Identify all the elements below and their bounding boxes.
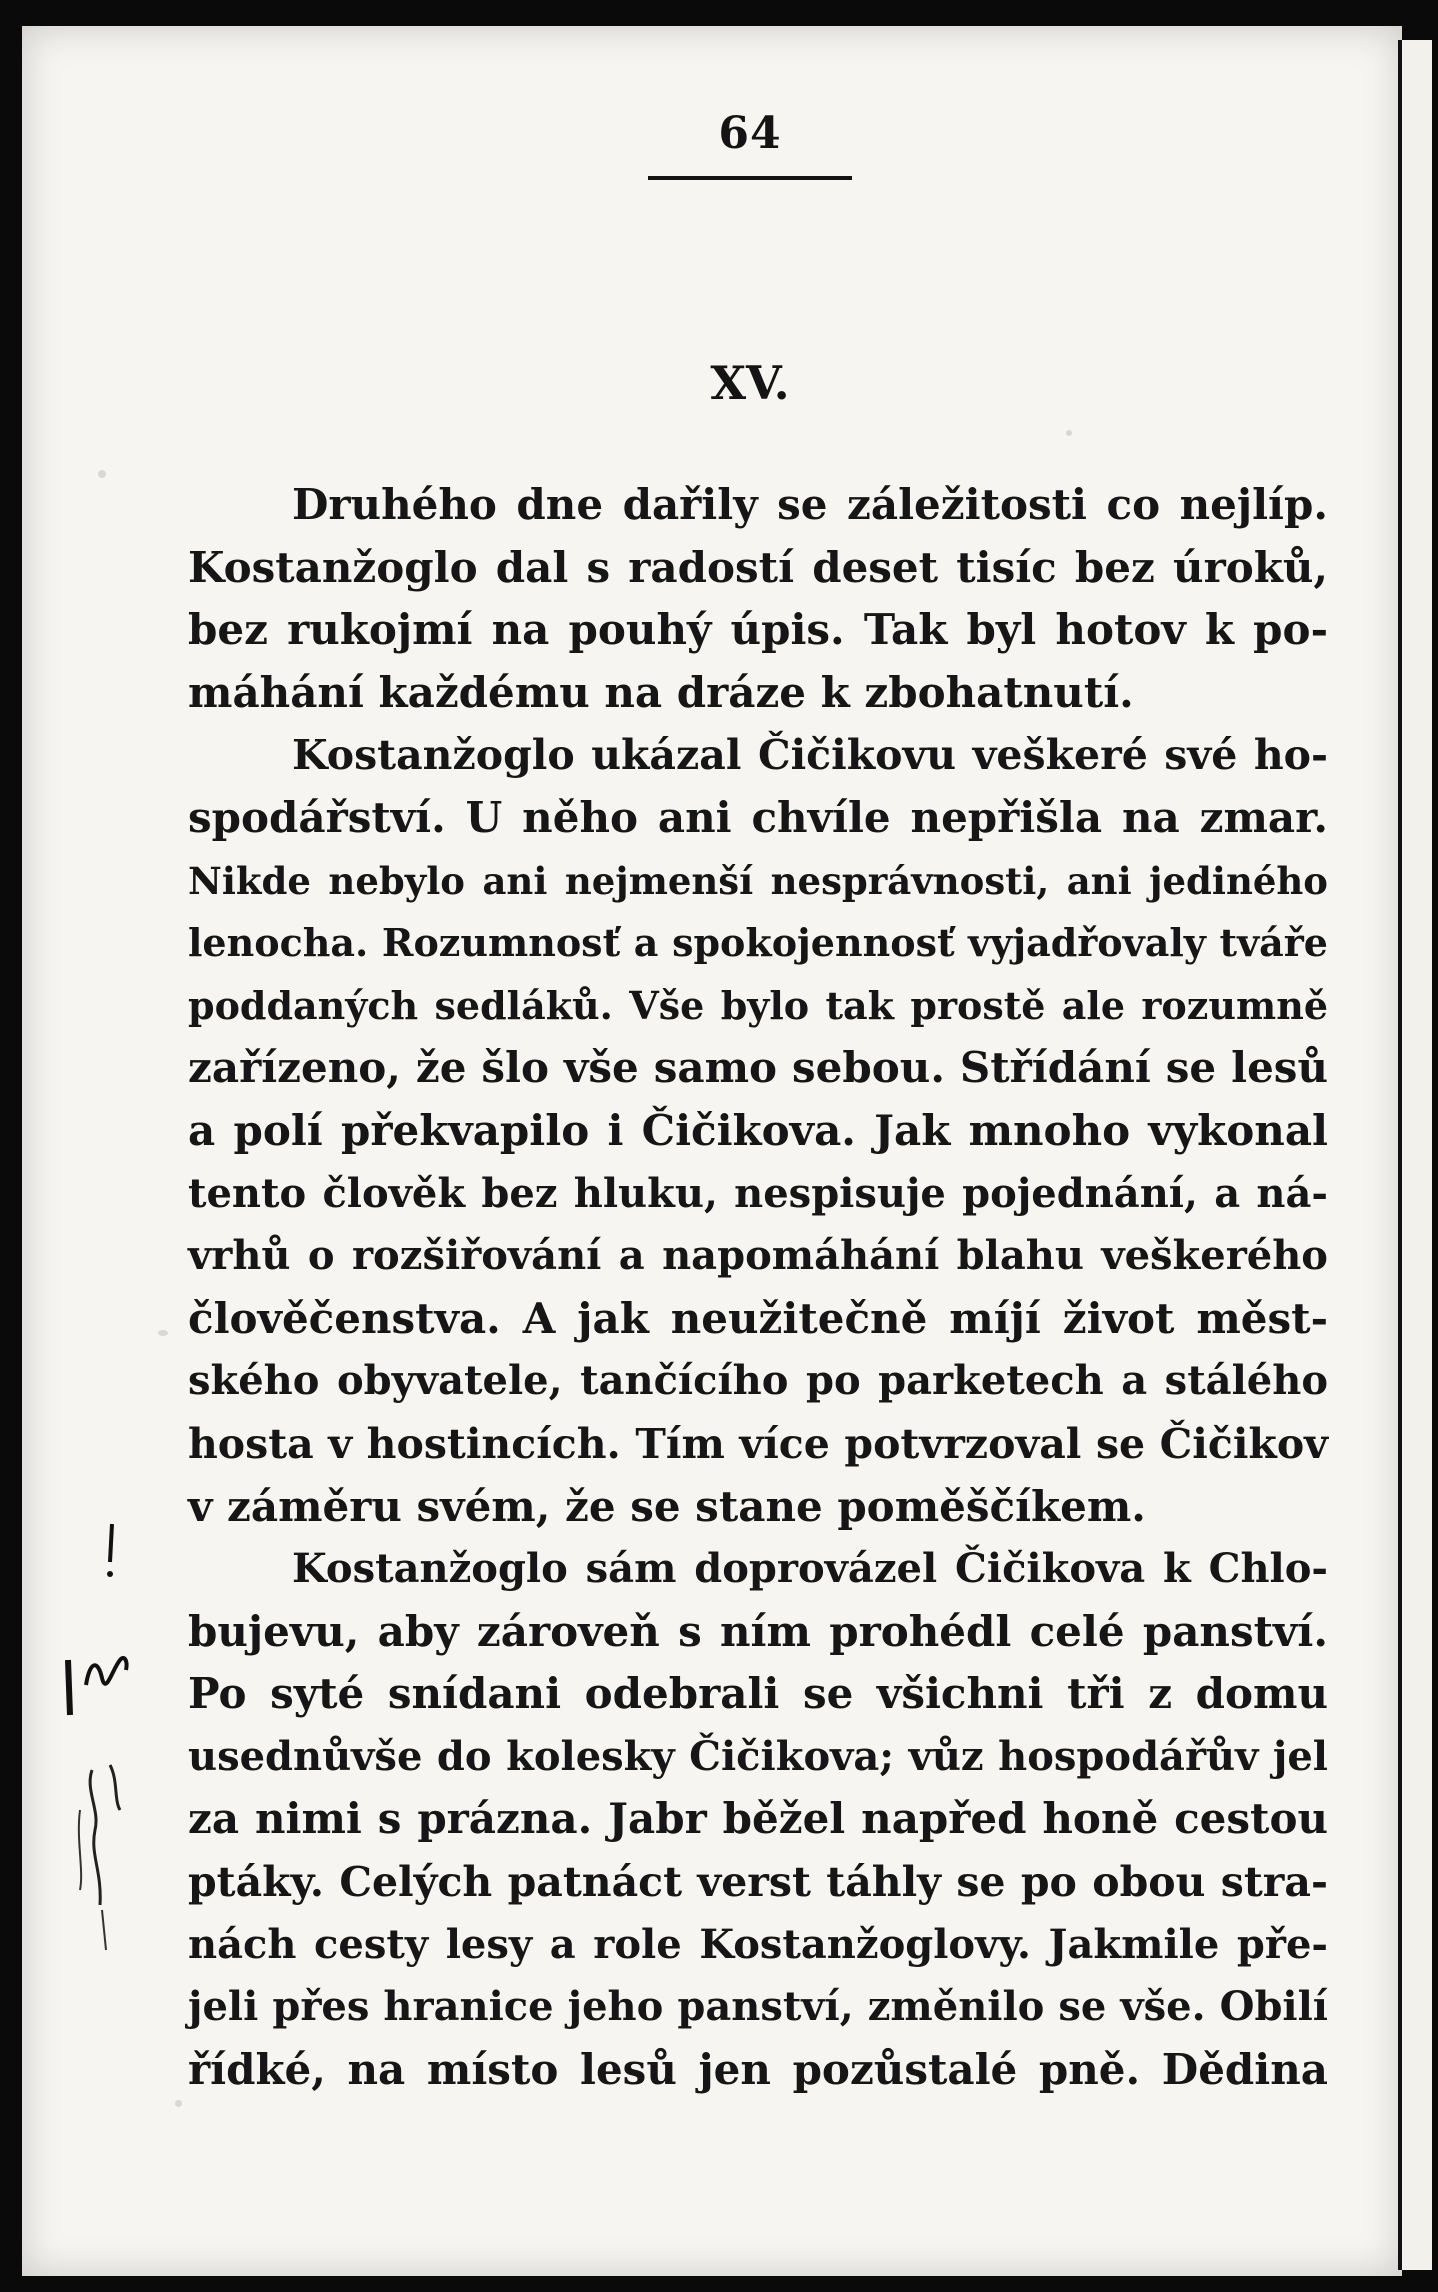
text-line: v záměru svém, že se stane poměščíkem.	[188, 1481, 1146, 1531]
text-line: vrhů o rozšiřování a napomáhání blahu veškerého	[188, 1232, 1328, 1280]
text-line: za nimi s prázna. Jabr běžel napřed honě cestou	[188, 1794, 1328, 1844]
scan-speck	[158, 1330, 168, 1336]
text-line: poddaných sedláků. Vše bylo tak prostě ale rozumně	[188, 982, 1328, 1028]
chapter-title: XV.	[710, 356, 790, 410]
scan-speck	[98, 470, 106, 478]
text-line: Kostanžoglo dal s radostí deset tisíc bez úroků,	[188, 542, 1328, 592]
text-line: a polí překvapilo i Čičikova. Jak mnoho vykonal	[188, 1105, 1328, 1155]
page-number: 64	[718, 108, 782, 159]
text-line: bujevu, aby zároveň s ním prohédl celé panství.	[188, 1606, 1328, 1656]
text-line: ského obyvatele, tančícího po parketech a stálého	[188, 1357, 1328, 1405]
handwritten-margin-marks	[40, 1510, 150, 1980]
text-line: bez rukojmí na pouhý úpis. Tak byl hotov k po-	[188, 605, 1328, 655]
text-line: řídké, na místo lesů jen pozůstalé pně. Dědina	[188, 2044, 1328, 2094]
text-line: máhání každému na dráze k zbohatnutí.	[188, 667, 1134, 717]
text-line: Kostanžoglo ukázal Čičikovu veškeré své ho-	[292, 731, 1328, 780]
text-line: Nikde nebylo ani nejmenší nesprávnosti, ani jediného	[188, 858, 1328, 903]
text-line: ptáky. Celých patnáct verst táhly se po obou stra-	[188, 1858, 1328, 1907]
text-line: Druhého dne dařily se záležitosti co nejlíp.	[292, 480, 1328, 529]
text-line: hosta v hostincích. Tím více potvrzoval se Čičikov	[188, 1419, 1328, 1468]
text-line: člověčenstva. A jak neužitečně míjí život měst-	[188, 1293, 1328, 1343]
text-line: lenocha. Rozumnosť a spokojennosť vyjadřovaly tváře	[188, 920, 1328, 966]
text-line: jeli přes hranice jeho panství, změnilo se vše. Obilí	[188, 1983, 1328, 2031]
scan-speck	[1066, 430, 1072, 436]
text-line: tento člověk bez hluku, nespisuje pojednání, a ná-	[188, 1169, 1328, 1217]
text-line: Po syté snídani odebrali se všichni tři z domu	[188, 1669, 1328, 1719]
header-rule	[648, 176, 852, 180]
text-line: nách cesty lesy a role Kostanžoglovy. Jakmile pře-	[188, 1920, 1328, 1968]
text-line: usednůvše do kolesky Čičikova; vůz hospodářův jel	[188, 1732, 1328, 1780]
text-line: zařízeno, že šlo vše samo sebou. Střídání se lesů	[188, 1043, 1328, 1093]
text-line: Kostanžoglo sám doprovázel Čičikova k Chlo-	[292, 1545, 1328, 1593]
adjacent-page-edge	[1402, 40, 1432, 2270]
body-text	[188, 474, 1328, 2101]
scan-speck	[175, 2100, 182, 2107]
text-line: spodářství. U něho ani chvíle nepřišla na zmar.	[188, 792, 1328, 842]
